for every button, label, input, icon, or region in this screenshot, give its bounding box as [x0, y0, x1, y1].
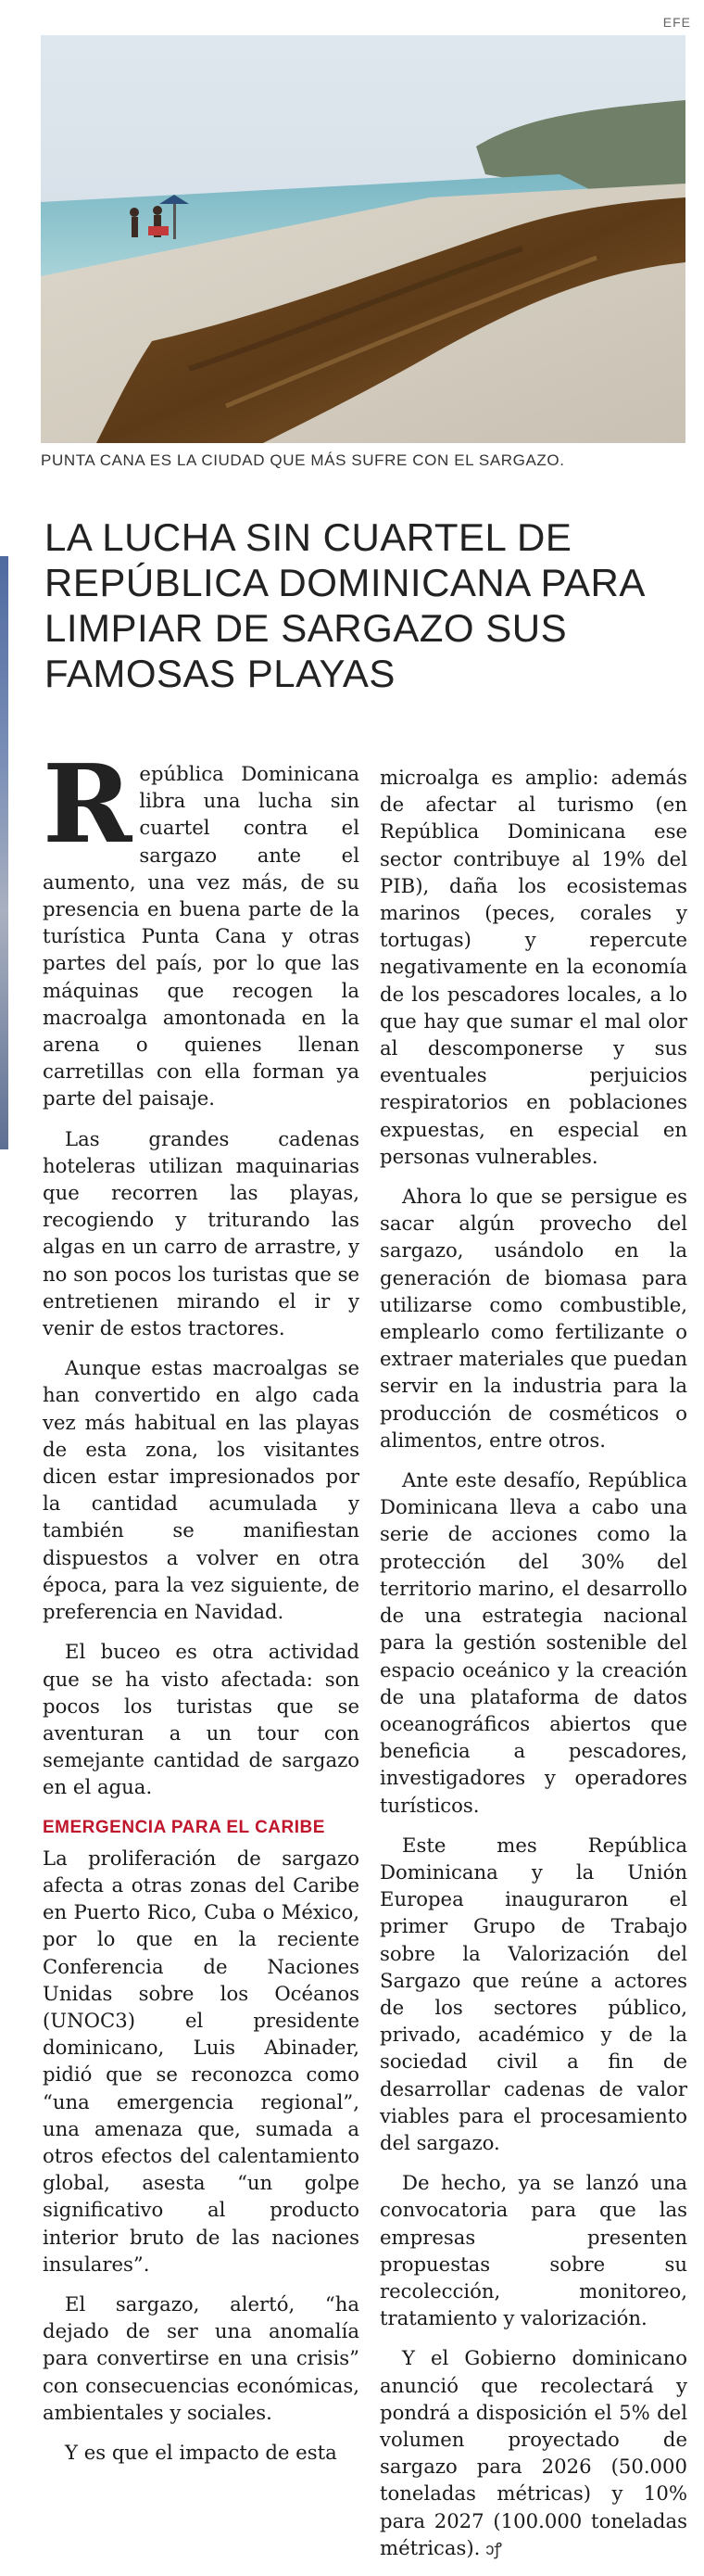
drop-cap: R	[43, 742, 132, 868]
paragraph-text: epública Dominicana libra una lucha sin cuartel contra el sargazo ante el aumento, una vez más, de su presencia en buena parte de la turística Punta Cana y otras partes del país, por lo que las máquinas que recogen la macroalga amontonada en la arena o quienes llenan carretillas con ella forman ya parte del paisaje.	[43, 762, 359, 1110]
paragraph: El buceo es otra actividad que se ha visto afectada: son pocos los turistas que se aventuran a un tour con semejante cantidad de sargazo en el agua.	[43, 1640, 359, 1799]
end-of-article-mark: ↄꝭ	[485, 2539, 502, 2558]
article-photo	[41, 35, 685, 443]
paragraph: La proliferación de sargazo afecta a otras zonas del Caribe en Puerto Rico, Cuba o México, por lo que en la reciente Conferencia de Naciones Unidas sobre los Océanos (UNOC3) el presidente dominicano, Luis Abinader, pidió que se reconozca como “una emergencia regional”, una amenaza que, sumada a otros efectos del calentamiento global, asesta “un golpe significativo al producto interior bruto de las naciones insulares”.	[43, 1846, 359, 2276]
paragraph: De hecho, ya se lanzó una convocatoria para que las empresas presenten propuestas sobre su recolección, monitoreo, tratamiento y valorización.	[380, 2171, 687, 2330]
paragraph	[43, 742, 359, 1112]
neighbor-page-gutter	[0, 0, 15, 2540]
article-column-left	[43, 742, 359, 2479]
paragraph-text: Y el Gobierno dominicano anunció que recolectará y pondrá a disposición el 5% del volumen proyectado de sargazo para 2026 (50.000 toneladas métricas) y 10% para 2027 (100.000 toneladas métricas).	[380, 2346, 687, 2559]
paragraph: El sargazo, alertó, “ha dejado de ser una anomalía para convertirse en una crisis” con consecuencias económicas, ambientales y sociales.	[43, 2291, 359, 2424]
paragraph: Ahora lo que se persigue es sacar algún provecho del sargazo, usándolo en la generación de biomasa para utilizarse como combustible, emplearlo como fertilizante o extraer materiales que puedan servir en la industria para la producción de cosméticos o alimentos, entre otros.	[380, 1185, 687, 1452]
neighbor-page-photo-strip	[0, 556, 8, 1149]
paragraph: Las grandes cadenas hoteleras utilizan maquinarias que recorren las playas, recogiendo y triturando las algas en un carro de arrastre, y no son pocos los turistas que se entretienen mirando el ir y venir de estos tractores.	[43, 1126, 359, 1340]
paragraph: microalga es amplio: además de afectar al turismo (en República Dominicana ese sector contribuye al 19% del PIB), daña los ecosistemas marinos (peces, corales y tortugas) y repercute negativamente en la economía de los pescadores locales, a lo que hay que sumar el mal olor al descomponerse y sus eventuales perjuicios respiratorios en poblaciones expuestas, en especial en personas vulnerables.	[380, 766, 687, 1168]
photo-credit: EFE	[662, 15, 691, 30]
paragraph	[380, 2344, 687, 2563]
article-column-right	[380, 764, 687, 2576]
beach-sargassum-image	[41, 35, 685, 443]
photo-caption: PUNTA CANA ES LA CIUDAD QUE MÁS SUFRE CON EL SARGAZO.	[41, 451, 565, 469]
paragraph: Este mes República Dominicana y la Unión Europea inauguraron el primer Grupo de Trabajo sobre la Valorización del Sargazo que reúne a actores de los sectores público, privado, académico y de la sociedad civil a fin de desarrollar cadenas de valor viables para el procesamiento del sargazo.	[380, 1833, 687, 2154]
paragraph: Aunque estas macroalgas se han convertido en algo cada vez más habitual en las playas de esta zona, los visitantes dicen estar impresionados por la cantidad acumulada y también se manifiestan dispuestos a volver en otra época, para la vez siguiente, de preferencia en Navidad.	[43, 1356, 359, 1624]
section-subhead: EMERGENCIA PARA EL CARIBE	[43, 1817, 325, 1837]
paragraph: Y es que el impacto de esta	[65, 2440, 337, 2464]
article-headline: LA LUCHA SIN CUARTEL DE REPÚBLICA DOMINICANA PARA LIMPIAR DE SARGAZO SUS FAMOSAS PLAYAS	[44, 515, 644, 695]
paragraph: Ante este desafío, República Dominicana lleva a cabo una serie de acciones como la protección del 30% del territorio marino, el desarrollo de una estrategia nacional para la gestión sostenible del espacio oceánico y la creación de una plataforma de datos oceanográficos abiertos que beneficia a pescadores, investigadores y operadores turísticos.	[380, 1468, 687, 1817]
